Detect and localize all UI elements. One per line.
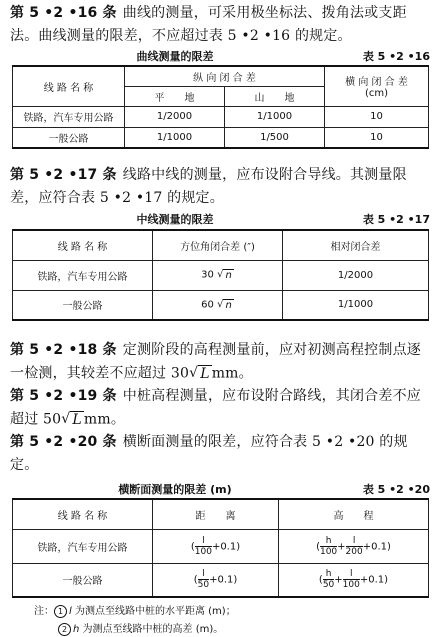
clause-text: 定测阶段的高程测量前，应对初测高程控制点逐一检测，其较差不应超过 30 [10, 342, 421, 382]
table-row [13, 529, 429, 563]
fraction [198, 569, 209, 590]
addend: +0.1 [209, 574, 234, 586]
addend: +0.1 [362, 541, 388, 552]
clause-number: 第 5 •2 •19 条 [10, 388, 117, 404]
cell-route: 铁路，汽车专用公路 [13, 529, 153, 563]
note-text: 为测点至线路中桩的高差 (m)。 [82, 624, 224, 635]
cell-relative: 1/1000 [283, 290, 429, 320]
header-longitudinal: 纵 向 闭 合 差 [125, 66, 325, 86]
numerator: l [343, 569, 360, 580]
cell-route: 铁路，汽车专用公路 [13, 106, 125, 127]
cell-azimuth [153, 260, 283, 290]
clause-text-unit: mm。 [211, 365, 253, 382]
coefficient: 60 [201, 299, 214, 311]
table-row [13, 260, 429, 290]
table-title: 中线测量的限差 [136, 213, 214, 226]
cell-azimuth [153, 290, 283, 320]
numerator: h [323, 569, 334, 580]
sqrt-icon: √ [217, 269, 224, 281]
table-row [13, 290, 429, 320]
note-variable: h [73, 624, 80, 635]
table-caption [10, 481, 430, 497]
table-caption [10, 211, 430, 227]
clause-5-2-20 [10, 431, 428, 477]
header-mountain: 山 地 [225, 86, 325, 106]
radicand: n [225, 269, 232, 281]
cell-lateral: 10 [325, 127, 429, 148]
table-row [13, 106, 429, 127]
fraction [195, 536, 212, 557]
table-row [13, 127, 429, 148]
header-azimuth: 方位角闭合差 (″) [153, 230, 283, 260]
cell-route: 铁路，汽车专用公路 [13, 260, 153, 290]
sqrt-icon: √ [189, 365, 199, 381]
clause-number: 第 5 •2 •18 条 [10, 342, 117, 358]
cell-mountain: 1/500 [225, 127, 325, 148]
header-lateral-label: 横 向 闭 合 差 [345, 77, 408, 89]
radicand: n [225, 299, 232, 311]
clause-number: 第 5 •2 •17 条 [10, 167, 117, 183]
cell-route: 一般公路 [13, 290, 153, 320]
table-row [13, 563, 429, 597]
radicand: L [200, 365, 210, 382]
addend: +0.1 [359, 574, 385, 586]
cross-section-tolerance-table [12, 498, 429, 598]
clause-text: 曲线的测量，可采用极坐标法、拨角法或支距法。曲线测量的限差，不应超过表 5 •2 •16 的规定。 [10, 5, 407, 44]
note-1 [34, 602, 236, 618]
note-2 [58, 620, 223, 636]
cell-elevation: ( $\frac{h}{100}$ + $\frac{l}{200}$ +0.1) [279, 529, 429, 563]
table-number: 表 5 •2 •17 [362, 213, 430, 226]
numerator: h [320, 536, 337, 547]
curve-tolerance-table [12, 65, 429, 149]
circled-number: 2 [58, 623, 71, 636]
table-title: 曲线测量的限差 [136, 50, 214, 63]
cell-route: 一般公路 [13, 127, 125, 148]
header-lateral-unit: (cm) [364, 88, 389, 100]
note-text: 为测点至线路中桩的水平距离 (m)； [74, 606, 236, 617]
clause-text-unit: mm。 [83, 411, 126, 428]
denominator: 200 [345, 546, 363, 557]
sqrt-icon: √ [61, 411, 71, 427]
cell-flat: 1/1000 [125, 127, 225, 148]
fraction [323, 569, 334, 590]
denominator: 50 [322, 580, 335, 591]
sqrt-icon: √ [217, 299, 224, 310]
clause-text: 中桩高程测量，应布设附合路线，其闭合差不应超过 50 [10, 388, 421, 428]
denominator: 100 [319, 546, 338, 557]
numerator: l [346, 536, 363, 547]
clause-5-2-19 [10, 385, 428, 432]
denominator: 100 [342, 580, 360, 591]
fraction [320, 536, 337, 557]
clause-number: 第 5 •2 •16 条 [10, 5, 117, 21]
circled-number: 1 [54, 605, 67, 618]
cell-elevation: ( $\frac{h}{50}$ + $\frac{l}{100}$ +0.1) [279, 563, 429, 597]
numerator: l [195, 536, 212, 547]
centerline-tolerance-table [12, 229, 429, 321]
coefficient: 30 [201, 269, 214, 281]
table-number: 表 5 •2 •20 [362, 483, 430, 496]
clause-text: 线路中线的测量，应布设附合导线。其测量限差，应符合表 5 •2 •17 的规定。 [10, 167, 407, 206]
radicand: L [72, 411, 82, 428]
clause-5-2-17 [10, 164, 428, 210]
header-elevation: 高 程 [279, 499, 429, 529]
cell-route: 一般公路 [13, 563, 153, 597]
note-variable: l [69, 606, 72, 617]
clause-text: 横断面测量的限差，应符合表 5 •2 •20 的规定。 [10, 434, 408, 473]
cell-distance: ( $\frac{l}{50}$ +0.1) [153, 563, 279, 597]
clause-number: 第 5 •2 •20 条 [10, 434, 117, 450]
denominator: 50 [197, 580, 210, 591]
clause-5-2-16 [10, 2, 428, 48]
header-relative: 相对闭合差 [283, 230, 429, 260]
cell-lateral: 10 [325, 106, 429, 127]
table-title: 横断面测量的限差 (m) [118, 483, 232, 496]
cell-flat: 1/2000 [125, 106, 225, 127]
cell-mountain: 1/1000 [225, 106, 325, 127]
cell-relative: 1/2000 [283, 260, 429, 290]
header-route: 线 路 名 称 [13, 230, 153, 260]
table-caption [10, 48, 430, 64]
header-route: 线 路 名 称 [13, 499, 153, 529]
denominator: 100 [194, 546, 212, 557]
fraction [343, 569, 360, 590]
note-label: 注： [34, 606, 54, 617]
clause-5-2-18 [10, 339, 428, 386]
header-lateral [325, 66, 429, 106]
numerator: l [198, 569, 209, 580]
header-route: 线 路 名 称 [13, 66, 125, 106]
header-distance: 距 离 [153, 499, 279, 529]
header-flat: 平 地 [125, 86, 225, 106]
fraction [346, 536, 363, 557]
table-number: 表 5 •2 •16 [362, 50, 430, 63]
cell-distance: ( $\frac{l}{100}$ +0.1) [153, 529, 279, 563]
addend: +0.1 [211, 541, 237, 552]
